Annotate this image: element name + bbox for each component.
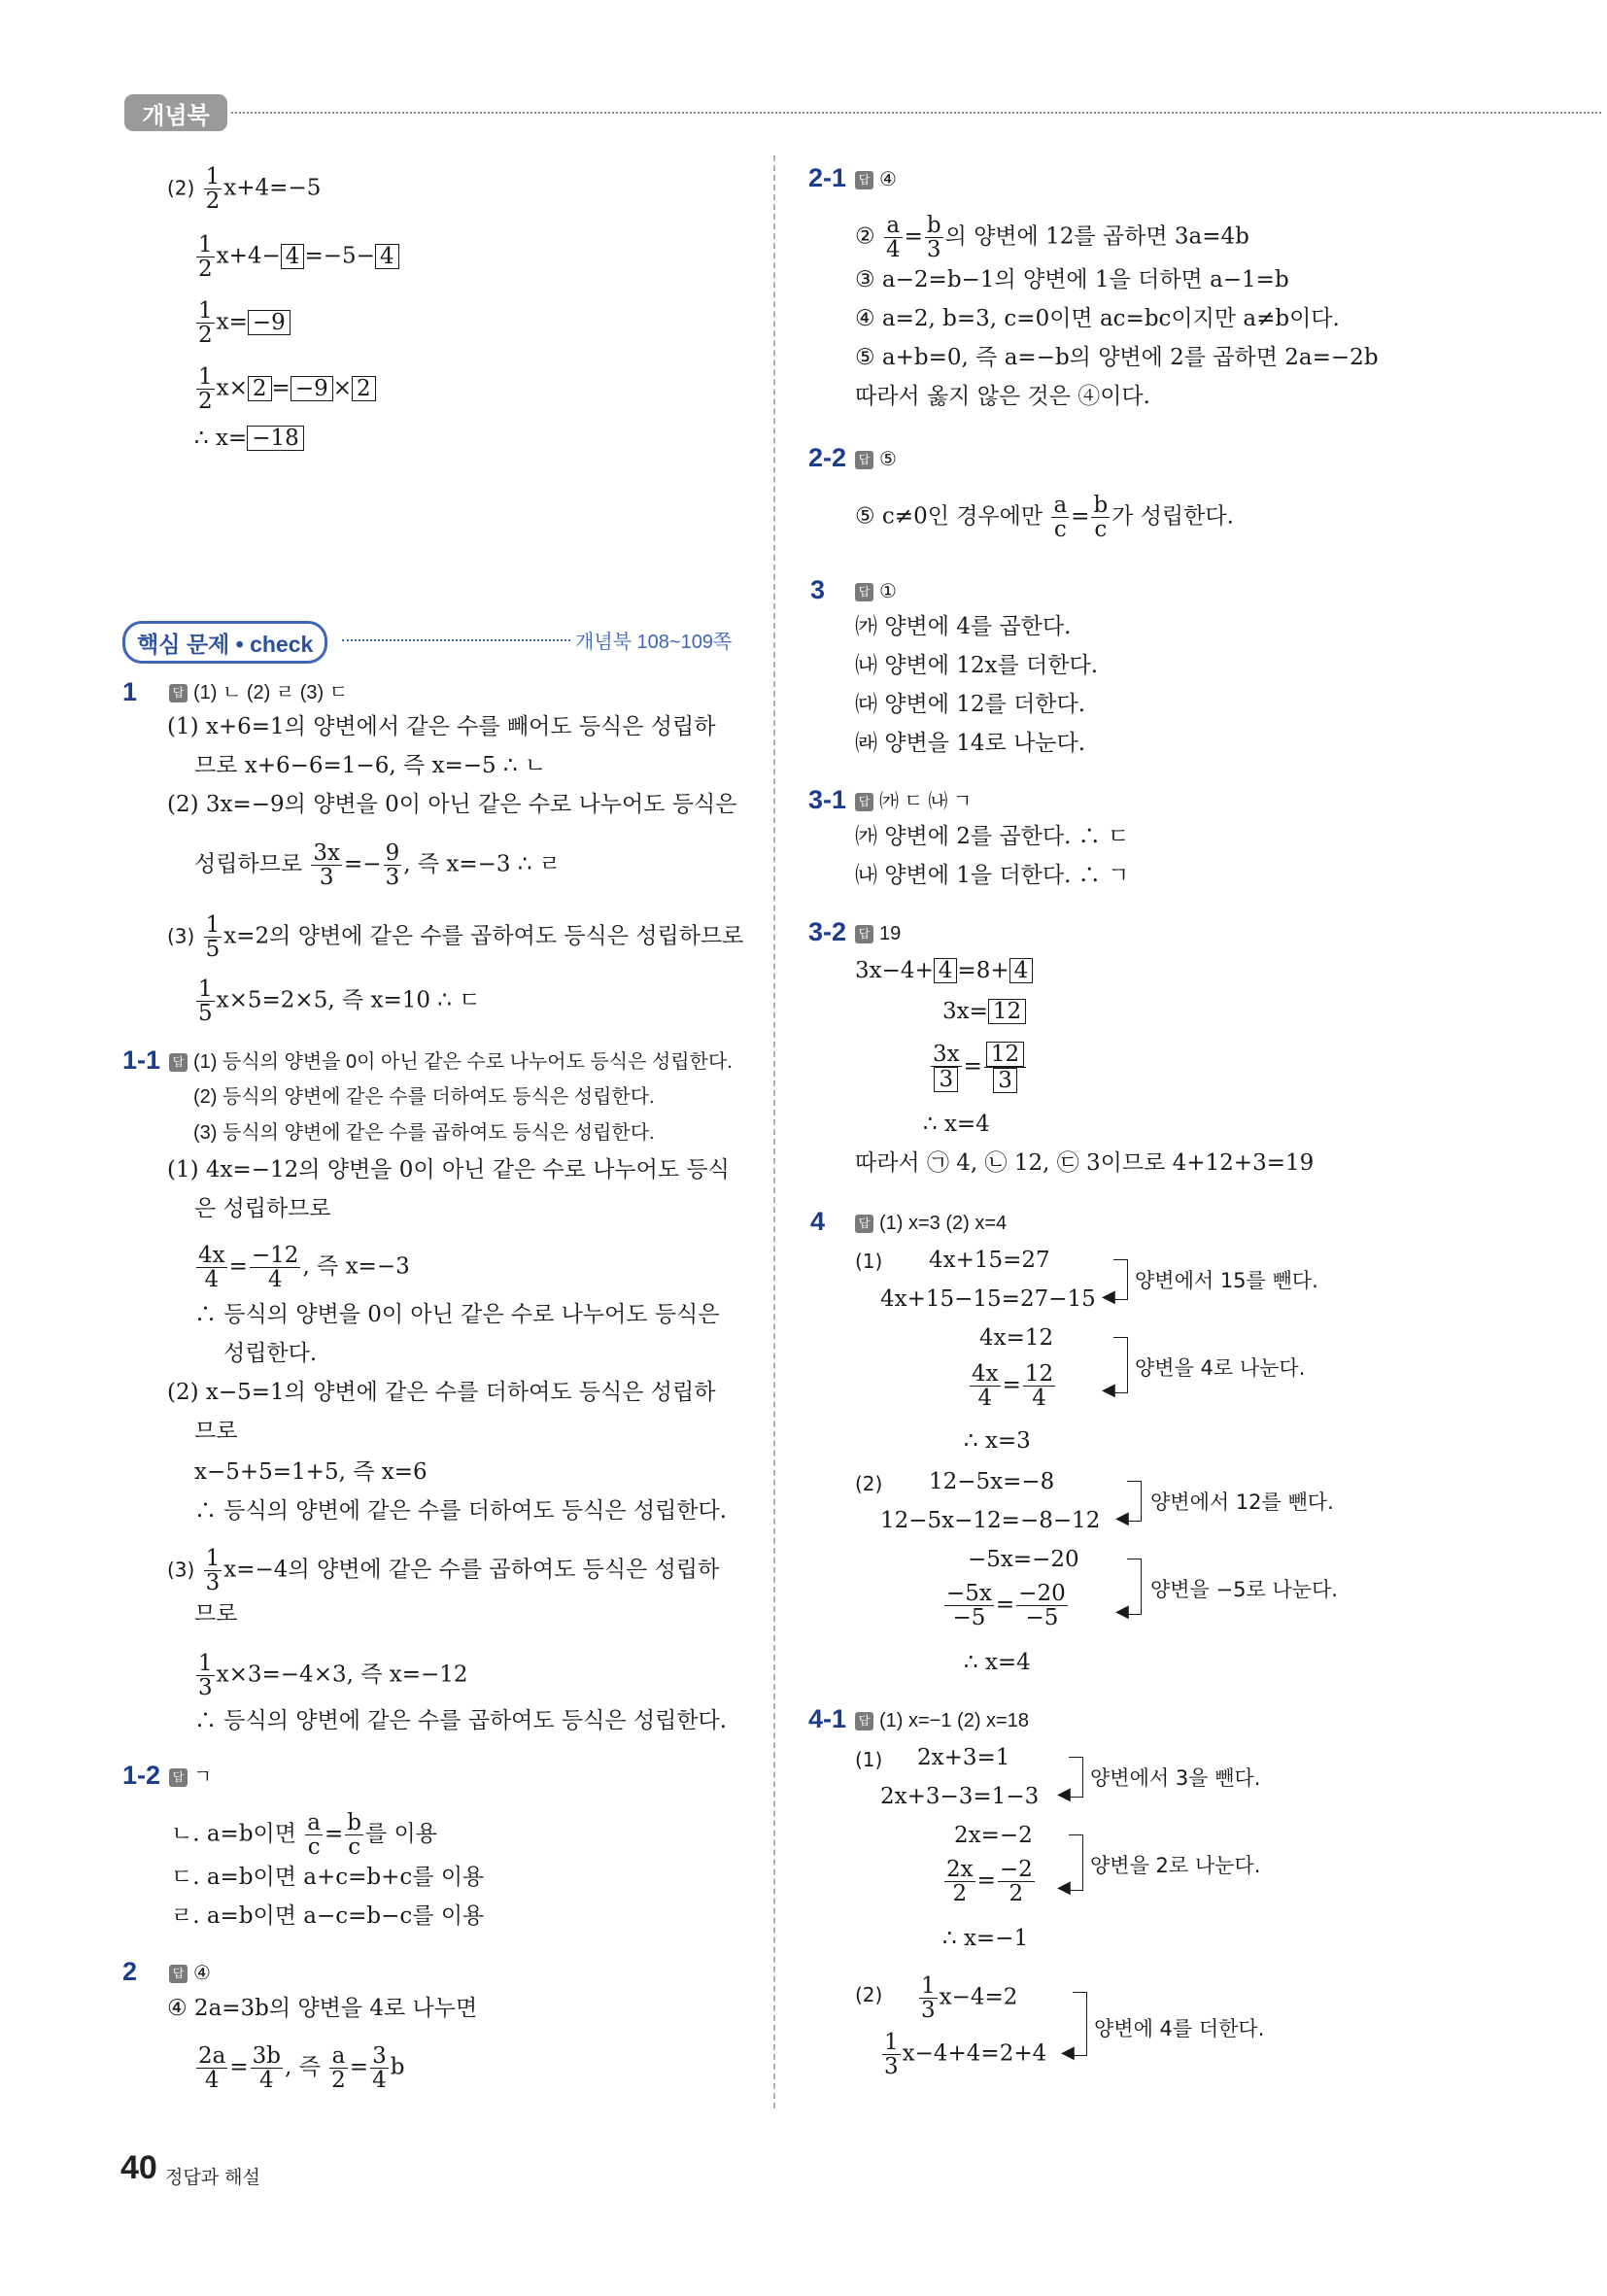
answer-text: ④ [879,169,897,190]
fraction: $\frac{a}{4}$ [885,213,901,262]
blank-box: 4 [281,244,305,269]
q31-l2: ㈏ 양변에 1을 더한다. ∴ ㄱ [855,863,1130,888]
q3-l3: ㈐ 양변에 12를 더한다. [855,692,1086,717]
fraction: $\frac{1}{3}$ [921,1973,936,2023]
q4-f: 12−5x=−8 [929,1469,1055,1494]
q41-b: 2x+3−3=1−3 [880,1784,1040,1809]
q41-g-text: x−4+4=2+4 [902,2040,1047,2067]
p2-d-times: × [332,375,352,401]
q32-l1a: 3x−4+ [855,958,934,983]
p2-line-e [194,424,304,453]
check-page-ref: 개념북 108~109쪽 [575,632,733,653]
answer-line [855,787,972,816]
q12-l2: ㄷ. a=b이면 a+c=b+c를 이용 [171,1865,485,1890]
p2-a-rhs: x+4=−5 [223,175,322,201]
q11-l6: (2) x−5=1의 양변에 같은 수를 더하여도 등식은 성립하 [167,1380,716,1405]
fraction: $\frac{b}{c}$ [347,1810,362,1860]
answer-text: (1) x=3 (2) x=4 [879,1213,1008,1234]
fraction: $\frac{3}{4}$ [372,2043,387,2093]
answer-text: (1) x=−1 (2) x=18 [879,1710,1029,1731]
problem-number: 4-1 [808,1704,847,1733]
fraction: $\frac{1}{3}$ [884,2030,899,2079]
answer-text: (1) 등식의 양변을 0이 아닌 같은 수로 나누어도 등식은 성립한다. [193,1051,733,1073]
q41-f-text: x−4=2 [939,1984,1018,2010]
fraction: $\frac{9}{3}$ [385,840,400,890]
answer-text: ⑤ [879,449,897,470]
answer-badge-icon: 답 [855,1712,873,1731]
q32-l5: 따라서 ㉠ 4, ㉡ 12, ㉢ 3이므로 4+12+3=19 [855,1150,1315,1176]
blank-box: 4 [1009,958,1034,983]
p2-e: ∴ x= [194,426,248,451]
answer-text: ㄱ [193,1766,213,1788]
p2-line-a [167,165,321,213]
answer-line [855,165,897,194]
page-footer-title: 정답과 해설 [165,2167,260,2188]
arrow-left-icon: ◀ [1061,2042,1075,2063]
q11-l13: ∴ 등식의 양변에 같은 수를 곱하여도 등식은 성립한다. [194,1708,728,1733]
fraction: $\frac{1}{2}$ [198,364,213,414]
step-note: 양변을 2로 나눈다. [1090,1854,1261,1877]
q32-l2a: 3x= [942,999,988,1024]
q11-l7: 므로 [194,1419,238,1444]
q32-l4: ∴ x=4 [923,1112,990,1137]
p2-line-c [194,299,291,347]
q21-l5: 따라서 옳지 않은 것은 ④이다. [855,384,1150,409]
step-note: 양변을 4로 나눈다. [1135,1356,1306,1380]
fraction: $\frac{-20}{-5}$ [1018,1581,1066,1630]
blank-box: −9 [248,310,291,335]
step-bracket [1113,1259,1128,1300]
q4-p1: (1) [855,1250,883,1273]
q41-a: 2x+3=1 [917,1745,1010,1770]
fraction: $\frac{a}{c}$ [1053,493,1068,542]
q41-c: 2x=−2 [954,1823,1033,1848]
q21-l3: ④ a=2, b=3, c=0이면 ac=bc이지만 a≠b이다. [855,306,1340,331]
fraction: $\frac{2x}{2}$ [946,1857,974,1906]
q32-l3: $\frac{3x}{3}$ = $\frac{12}{3}$ [929,1042,1028,1093]
arrow-left-icon: ◀ [1102,1380,1115,1400]
answer-line [855,919,901,948]
q11-l4: ∴ 등식의 양변을 0이 아닌 같은 수로 나누어도 등식은 [194,1302,720,1327]
q3-l4: ㈑ 양변을 14로 나눈다. [855,731,1086,756]
fraction: $\frac{b}{c}$ [1093,493,1109,542]
answer-line [855,1706,1029,1735]
arrow-left-icon: ◀ [1057,1784,1071,1804]
q41-p1: (1) [855,1748,883,1771]
q11-a2: (2) 등식의 양변에 같은 수를 더하여도 등식은 성립한다. [193,1086,655,1108]
q11-a3: (3) 등식의 양변에 같은 수를 곱하여도 등식은 성립한다. [193,1122,655,1144]
q11-l2: 은 성립하므로 [194,1196,331,1221]
p2-d-eq: = [271,375,291,401]
fraction: $\frac{1}{3}$ [205,1546,221,1595]
problem-number: 2-2 [808,443,847,472]
problem-number: 1-2 [122,1761,161,1790]
q12-l1: ㄴ. a=b이면 $\frac{a}{c}$ = $\frac{b}{c}$ 를 이용 [171,1810,437,1860]
q11-l3-text: , 즉 x=−3 [302,1253,410,1280]
q32-l1b: =8+ [957,958,1009,983]
blank-box: 2 [248,376,272,401]
answer-line [169,1763,212,1792]
q4-p2: (2) [855,1472,883,1495]
fraction: $\frac{3x}{3}$ [933,1042,960,1092]
step-note: 양변에서 15를 뺀다. [1135,1269,1318,1292]
q11-l8: x−5+5=1+5, 즉 x=6 [194,1459,427,1485]
q21-l4: ⑤ a+b=0, 즉 a=−b의 양변에 2를 곱하면 2a=−2b [855,345,1379,370]
arrow-left-icon: ◀ [1115,1508,1129,1528]
fraction: $\frac{12}{3}$ [984,1042,1026,1093]
problem-number: 1 [122,677,138,706]
p2-c-lhs: x= [216,309,248,335]
fraction: $\frac{-2}{2}$ [999,1857,1033,1906]
answer-line [169,1959,211,1988]
step-bracket [1069,1757,1083,1798]
answer-badge-icon: 답 [169,1053,188,1072]
fraction: $\frac{3x}{3}$ [313,840,341,890]
q1-l4a: 성립하므로 [194,851,303,877]
fraction: $\frac{12}{4}$ [1024,1361,1054,1411]
answer-text: ④ [193,1963,211,1984]
q12-l1b: 를 이용 [365,1821,437,1847]
step-note: 양변에서 3을 뺀다. [1090,1766,1261,1790]
q4-a: 4x+15=27 [929,1248,1050,1273]
step-note: 양변을 −5로 나눈다. [1150,1578,1338,1601]
q3-l1: ㈎ 양변에 4를 곱한다. [855,614,1072,639]
p2-line-d [194,365,376,413]
blank-box: −18 [247,426,304,451]
q1-l2: 므로 x+6−6=1−6, 즉 x=−5 ∴ ㄴ [194,753,547,778]
fraction: $\frac{b}{3}$ [926,213,941,262]
fraction: $\frac{1}{5}$ [198,977,213,1026]
fraction: $\frac{1}{2}$ [198,232,213,282]
answer-badge-icon: 답 [169,1768,188,1787]
q1-l3: (2) 3x=−9의 양변을 0이 아닌 같은 수로 나누어도 등식은 [167,792,737,817]
check-section-title: 핵심 문제 • check [122,621,327,664]
q4-j: ∴ x=4 [964,1650,1031,1675]
q2-l2a: , 즉 [285,2054,321,2080]
q11-l11: 므로 [194,1601,238,1627]
q4-c: 4x=12 [979,1325,1054,1351]
answer-badge-icon: 답 [169,684,188,703]
blank-box: −9 [291,376,333,401]
answer-text: ① [879,581,897,602]
q22-l1b: 가 성립한다. [1111,503,1234,530]
q21-l2: ③ a−2=b−1의 양변에 1을 더하면 a−1=b [855,267,1289,292]
p2-label: (2) [167,176,195,200]
answer-line [855,577,897,606]
problem-number: 3-2 [808,917,847,946]
step-note: 양변에 4를 더한다. [1094,2017,1265,2040]
check-dotted-line [342,639,570,641]
q1-l6a: x×5=2×5, 즉 x=10 ∴ ㄷ [216,987,481,1013]
q12-l3: ㄹ. a=b이면 a−c=b−c를 이용 [171,1903,485,1929]
q22-l1: ⑤ c≠0인 경우에만 $\frac{a}{c}$ = $\frac{b}{c}$ 가 성립한다. [855,493,1234,542]
step-bracket [1069,1834,1083,1891]
problem-number: 4 [810,1207,826,1236]
fraction: $\frac{a}{2}$ [331,2043,346,2093]
q41-g [880,2031,1046,2078]
header-divider [231,112,1601,114]
q41-d: $\frac{2x}{2}$ = $\frac{-2}{2}$ [946,1857,1033,1906]
step-bracket [1113,1337,1128,1393]
q41-p2: (2) [855,1983,883,2006]
q1-l4b: =− [344,851,382,877]
answer-badge-icon: 답 [855,451,873,469]
q1-l5 [167,913,743,961]
step-note: 양변에서 12를 뺀다. [1150,1491,1334,1514]
q11-l12-text: x×3=−4×3, 즉 x=−12 [216,1662,468,1688]
problem-number: 3 [810,575,826,604]
q4-i: $\frac{-5x}{-5}$ = $\frac{-20}{-5}$ [946,1581,1066,1630]
q11-l1: (1) 4x=−12의 양변을 0이 아닌 같은 수로 나누어도 등식 [167,1157,730,1182]
q1-l4 [194,841,561,889]
fraction: $\frac{1}{3}$ [198,1651,213,1700]
problem-number: 2 [122,1957,138,1986]
answer-text: 19 [879,923,902,944]
answer-text: ㈎ ㄷ ㈏ ㄱ [879,791,973,812]
answer-line [169,678,348,707]
answer-line [169,1047,733,1077]
q4-g: 12−5x−12=−8−12 [880,1508,1101,1533]
page-number: 40 [120,2149,157,2186]
step-bracket [1127,1559,1142,1615]
answer-text: (1) ㄴ (2) ㄹ (3) ㄷ [193,682,349,703]
q4-e: ∴ x=3 [964,1428,1031,1454]
q22-l1a: ⑤ c≠0인 경우에만 [855,503,1043,530]
q1-l5b: x=2의 양변에 같은 수를 곱하여도 등식은 성립하므로 [223,923,744,949]
q31-l1: ㈎ 양변에 2를 곱한다. ∴ ㄷ [855,824,1130,849]
arrow-left-icon: ◀ [1102,1286,1115,1307]
answer-badge-icon: 답 [855,171,873,189]
fraction: $\frac{1}{2}$ [205,164,221,214]
q1-l1: (1) x+6=1의 양변에서 같은 수를 빼어도 등식은 성립하 [167,714,716,739]
answer-line [855,1209,1007,1238]
p2-b-eq: =−5− [304,243,375,269]
q41-f [917,1974,1017,2022]
q2-l2: $\frac{2a}{4}$ = $\frac{3b}{4}$ , 즉 $\frac{a}{2}$ = $\frac{3}{4}$ b [198,2043,405,2093]
q11-l12 [194,1652,468,1699]
fraction: $\frac{3b}{4}$ [252,2043,281,2093]
fraction: $\frac{-5x}{-5}$ [946,1581,992,1630]
p2-d-lhs: x× [216,375,248,401]
answer-badge-icon: 답 [855,925,873,943]
fraction: $\frac{a}{c}$ [307,1810,322,1860]
problem-number: 2-1 [808,163,847,192]
q4-h: −5x=−20 [968,1547,1079,1572]
fraction: $\frac{1}{2}$ [198,298,213,348]
q2-l1: ④ 2a=3b의 양변을 4로 나누면 [167,1996,478,2021]
fraction: $\frac{2a}{4}$ [198,2043,226,2093]
q4-b: 4x+15−15=27−15 [880,1286,1096,1312]
q4-d: $\frac{4x}{4}$ = $\frac{12}{4}$ [972,1361,1054,1411]
q12-l1a: ㄴ. a=b이면 [171,1821,296,1847]
blank-box: 4 [375,244,399,269]
arrow-left-icon: ◀ [1115,1601,1129,1622]
problem-number: 1-1 [122,1045,161,1075]
problem-number: 3-1 [808,785,847,814]
fraction: $\frac{-12}{4}$ [251,1243,299,1292]
q1-l6 [194,977,480,1025]
q11-l9: ∴ 등식의 양변에 같은 수를 더하여도 등식은 성립한다. [194,1498,728,1524]
blank-box: 4 [934,958,958,983]
step-bracket [1127,1481,1142,1522]
fraction: $\frac{1}{5}$ [205,912,221,962]
q1-l5a: (3) [167,924,195,948]
q41-e: ∴ x=−1 [942,1926,1029,1951]
q11-l10a: (3) [167,1558,195,1582]
q11-l10b: x=−4의 양변에 같은 수를 곱하여도 등식은 성립하 [223,1557,720,1583]
q11-l3: $\frac{4x}{4}$ = $\frac{-12}{4}$ , 즉 x=−3 [198,1243,410,1292]
answer-badge-icon: 답 [855,793,873,811]
blank-box: 12 [988,999,1026,1024]
q32-l1 [855,956,1033,985]
step-bracket [1073,1992,1087,2056]
fraction: $\frac{4x}{4}$ [972,1361,999,1411]
p2-b-mid: x+4− [216,243,281,269]
q3-l2: ㈏ 양변에 12x를 더한다. [855,653,1099,678]
concept-book-tab: 개념북 [124,94,227,131]
column-divider [773,155,775,2108]
fraction: $\frac{4x}{4}$ [198,1243,225,1292]
q21-l1: ② $\frac{a}{4}$ = $\frac{b}{3}$ 의 양변에 12를 곱하면 3a=4b [855,213,1249,262]
q11-l10 [167,1547,719,1594]
answer-badge-icon: 답 [855,1215,873,1233]
arrow-left-icon: ◀ [1057,1877,1071,1898]
answer-badge-icon: 답 [169,1965,188,1983]
blank-box: 2 [352,376,376,401]
q21-l1b: 의 양변에 12를 곱하면 3a=4b [944,223,1249,250]
p2-line-b [194,233,399,281]
answer-badge-icon: 답 [855,583,873,601]
answer-line [855,445,897,474]
q32-l2 [942,997,1026,1026]
q1-l4c: , 즉 x=−3 ∴ ㄹ [403,851,561,877]
q11-l5: 성립한다. [223,1341,318,1366]
